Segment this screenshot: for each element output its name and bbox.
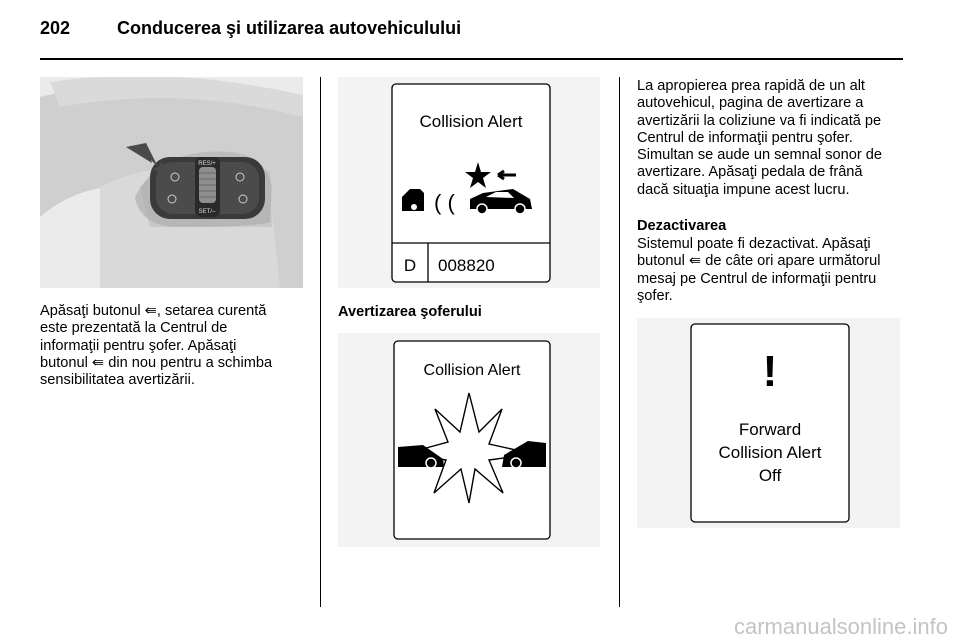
col1-paragraph (40, 303, 315, 389)
steering-wheel-illustration (40, 77, 303, 288)
collision-alert-display (338, 77, 600, 288)
fca-off-figure (637, 318, 900, 528)
collision-alert-display-figure (338, 77, 600, 288)
col3-line: Centrul de informaţii pentru şofer. (637, 129, 853, 146)
exclamation-icon: ! (762, 347, 778, 396)
col3-paragraph-2 (637, 236, 907, 305)
column-divider-1 (320, 77, 321, 607)
watermark: carmanualsonline.info (733, 614, 948, 639)
col3-line: avertizării la coliziune va fi indicată pe (637, 112, 882, 129)
col3-line: Sistemul poate fi dezactivat. Apăsaţi (637, 236, 871, 252)
res-label: RES/+ (198, 161, 216, 167)
col1-line: este prezentată la Centrul de (40, 320, 228, 337)
col1-line: informaţii pentru şofer. Apăsaţi (40, 337, 237, 354)
col3-line: avertizare. Apăsaţi pedala de frână (637, 164, 863, 181)
collision-alert-warning (338, 333, 600, 547)
col3-line: autovehicul, pagina de avertizare a (637, 95, 864, 112)
set-label: SET/– (198, 209, 216, 215)
heading-deactivation: Dezactivarea (637, 218, 727, 234)
collision-alert-warning-figure (338, 333, 600, 547)
warning-title: Collision Alert (423, 362, 521, 379)
steering-wheel-figure (40, 77, 303, 288)
fca-line-2: Collision Alert (718, 443, 822, 462)
col3-paragraph-1 (637, 78, 907, 199)
col1-line: Apăsaţi butonul ⇚, setarea curentă (40, 303, 267, 319)
d-label: D (403, 256, 417, 275)
col3-line: butonul ⇚ de câte ori apare următorul (637, 253, 881, 270)
fca-line-3: Off (758, 466, 782, 485)
subheading-driver-alert: Avertizarea şoferului (338, 304, 482, 320)
fca-off-display (637, 318, 900, 528)
d-value: 008820 (438, 256, 495, 275)
col1-line: butonul ⇚ din nou pentru a schimba (40, 354, 273, 371)
col3-line: dacă situaţia impune acest lucru. (637, 181, 850, 198)
header-rule (40, 58, 903, 60)
col3-line: şofer. (637, 287, 673, 304)
col3-line: mesaj pe Centrul de informaţii pentru (637, 270, 877, 287)
signal-wave-icon: ( ( (434, 190, 455, 215)
col3-line: La apropierea prea rapidă de un alt (637, 78, 865, 94)
column-divider-2 (619, 77, 620, 607)
col1-line: sensibilitatea avertizării. (40, 372, 195, 389)
page-number: 202 (40, 18, 71, 38)
display-title: Collision Alert (419, 112, 523, 131)
page-title: Conducerea şi utilizarea autovehiculului (117, 18, 462, 38)
fca-line-1: Forward (738, 420, 802, 439)
col3-line: Simultan se aude un semnal sonor de (637, 147, 883, 164)
